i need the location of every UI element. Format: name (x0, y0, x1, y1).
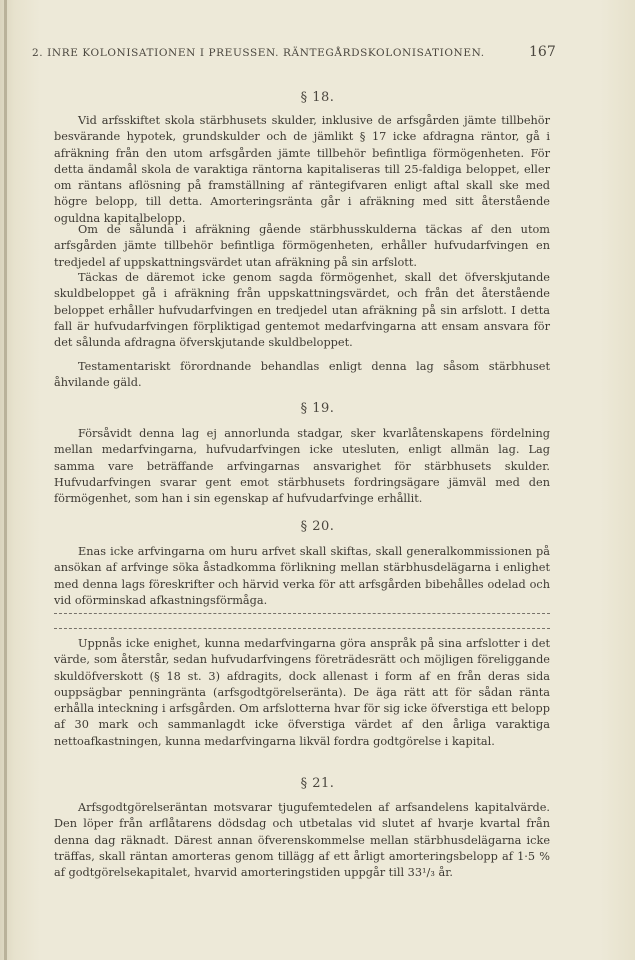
paragraph-21-1: Arfsgodtgörelseräntan motsvarar tjugufemtedelen af arfsandelens kapitalvärde. Den löper från arflåtarens dödsdag och utbetalas vid slutet af hvarje kvartal från denna dag räknadt. Därest annan öfverenskommelse mellan stärbhusdelägarna icke träffas, skall räntan amorteras genom tillägg af ett årligt amorteringsbelopp af 1·5 % af godtgörelsekapitalet, hvarvid amorteringstiden uppgår till 33¹/₃ år. (54, 801, 550, 880)
section-heading-21: § 21. (300, 776, 335, 791)
running-title: 2. INRE KOLONISATIONEN I PREUSSEN. RÄNTEGÅRDSKOLONISATIONEN. (32, 47, 485, 59)
section-heading-20: § 20. (300, 519, 335, 534)
paragraph-18-1: Vid arfsskiftet skola stärbhusets skulder, inklusive de arfsgården jämte tillbehör besvärande hypotek, grundskulder och de jämlikt § 17 icke afdragna räntor, gå i afräkning från den utom arfsgården jämte tillbehör befintliga förmögenheten. För detta ändamål skola de varaktiga räntorna kapitaliseras till 25-faldiga beloppet, eller om räntans aflösning på framställning af räntegifvaren enligt aftal skall ske med högre belopp, till detta. Amorteringsränta går i afräkning med sitt återstående oguldna kapitalbelopp. (54, 114, 550, 225)
page-spine-shadow (4, 0, 7, 960)
paragraph-18-2: Om de sålunda i afräkning gående stärbhusskulderna täckas af den utom arfsgården jämte tillbehör befintliga förmögenheten, erhåller hufvudarfvingen en tredjedel af uppskattningsvärdet utan afräkning på sin arfslott. (54, 223, 550, 269)
section-heading-18: § 18. (300, 90, 335, 105)
running-header (32, 44, 556, 60)
paragraph-18-3: Täckas de däremot icke genom sagda förmögenhet, skall det öfverskjutande skuldbeloppet gå i afräkning från uppskattningsvärdet, och från det återstående beloppet erhåller hufvudarfvingen en tredjedel utan afräkning på sin arfslott. I detta fall är hufvudarfvingen förpliktigad gentemot medarfvingarna att ensam ansvara för det sålunda afdragna öfverskjutande skuldbeloppet. (54, 271, 550, 350)
omission-dash-row (54, 628, 550, 630)
omission-dash-row (54, 613, 550, 615)
page-number: 167 (529, 44, 556, 60)
paragraph-20-2: Uppnås icke enighet, kunna medarfvingarna göra anspråk på sina arfslotter i det värde, som återstår, sedan hufvudarfvingens företrädesrätt och möjligen föreliggande skuldöfverskott (§ 18 st. 3) afdragits, dock allenast i form af en från deras sida ouppsägbar penningränta (arfsgodtgörelseränta). De äga rätt att för sådan ränta erhålla inteckning i arfsgården. Om arfslotterna hvar för sig icke öfverstiga ett belopp af 30 mark och sammanlagdt icke öfverstiga värdet af den årliga varaktiga nettoafkastningen, kunna medarfvingarna likväl fordra godtgörelse i kapital. (54, 637, 550, 748)
paragraph-20-1: Enas icke arfvingarna om huru arfvet skall skiftas, skall generalkommissionen på ansökan af arfvinge söka åstadkomma förlikning mellan stärbhusdelägarna i enlighet med denna lags föreskrifter och härvid verka för att arfsgården bibehålles odelad och vid oförminskad afkastningsförmåga. (54, 545, 550, 607)
section-heading-19: § 19. (300, 401, 335, 416)
paragraph-18-4: Testamentariskt förordnande behandlas enligt denna lag såsom stärbhuset åhvilande gäld. (54, 360, 550, 390)
paragraph-19-1: Försåvidt denna lag ej annorlunda stadgar, sker kvarlåtenskapens fördelning mellan medarfvingarna, hufvudarfvingen icke utesluten, enligt allmän lag. Lag samma vare beträffande arfvingarnas ansvarighet för stärbhusets skulder. Hufvudarfvingen svarar gent emot stärbhusets fordringsägare jämväl med den förmögenhet, som han i sin egenskap af hufvudarfvinge erhållit. (54, 427, 550, 506)
